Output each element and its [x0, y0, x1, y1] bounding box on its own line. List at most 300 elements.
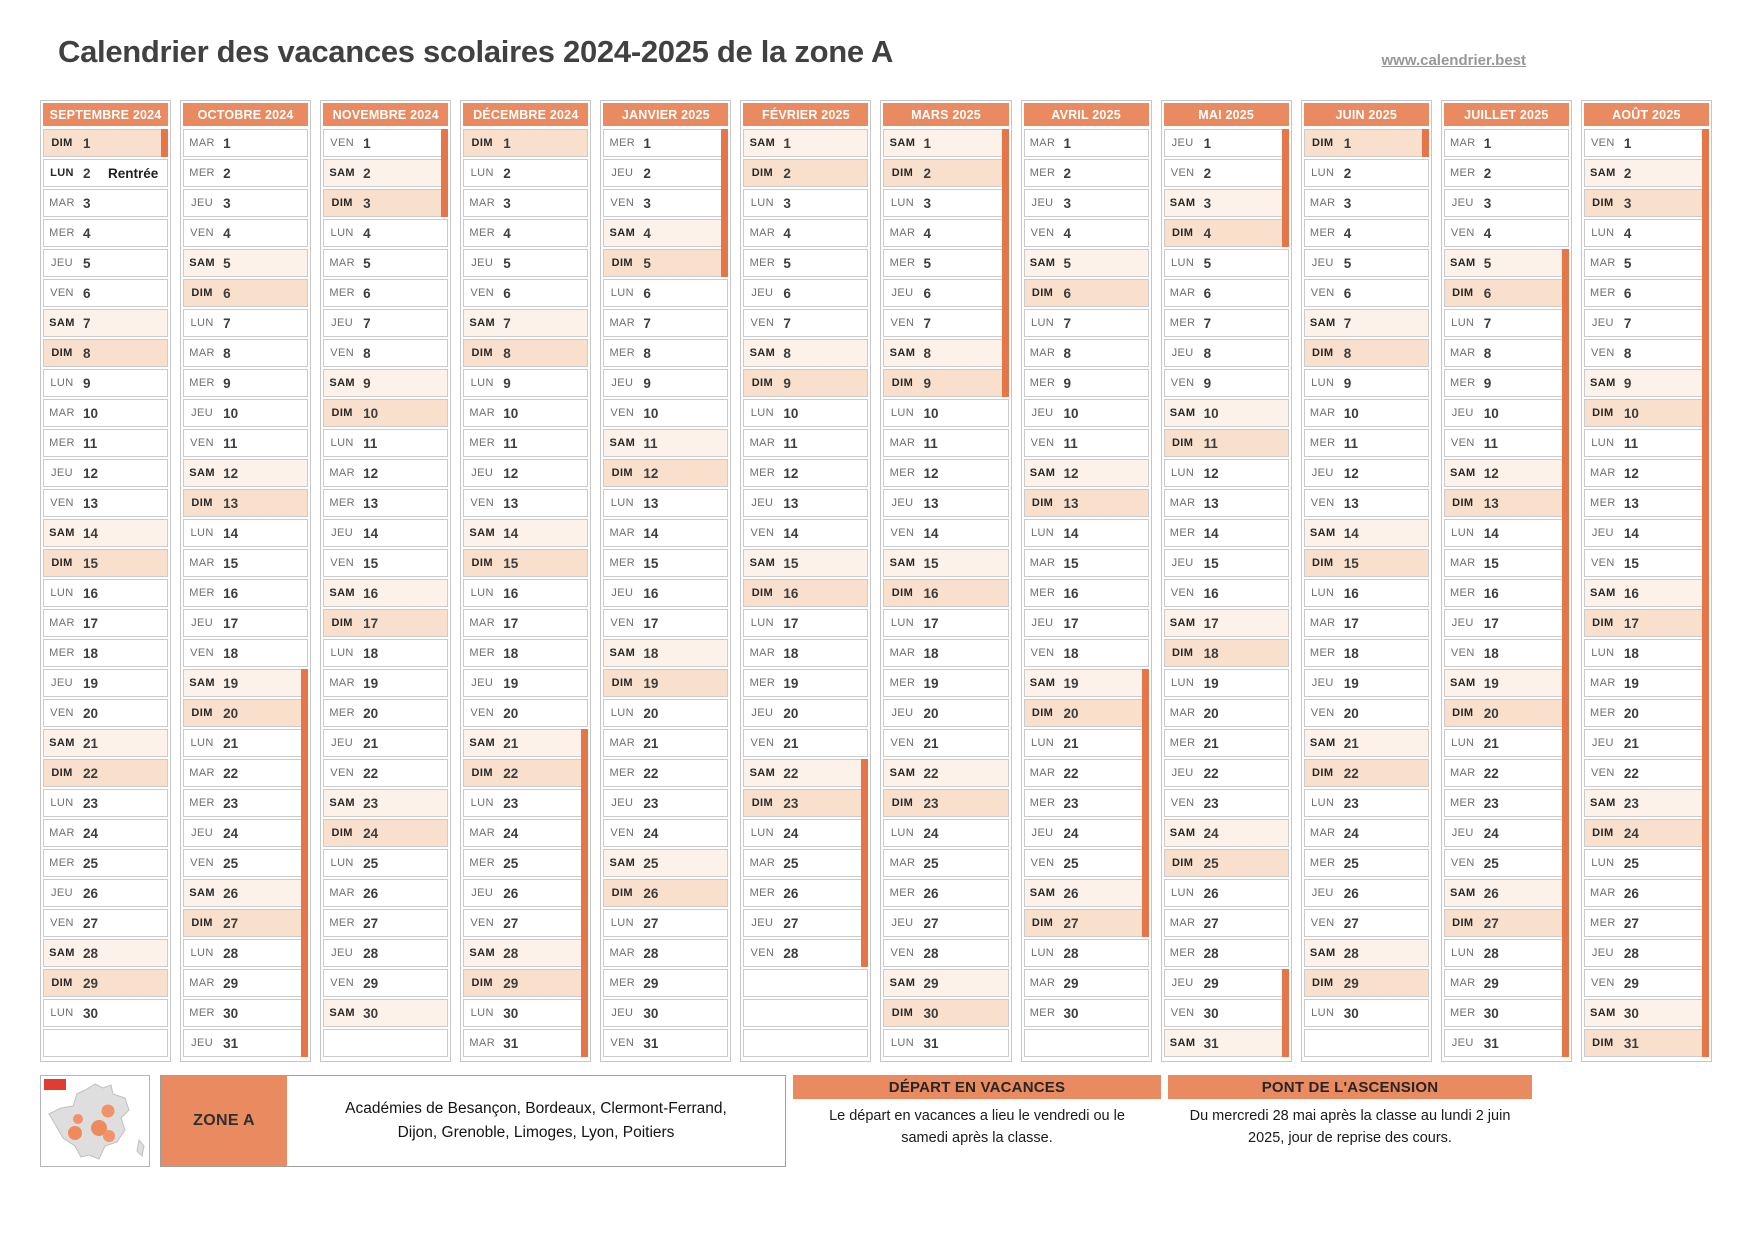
day-number: 7: [1343, 315, 1352, 331]
day-number: 11: [223, 435, 238, 451]
day-number: 2: [923, 165, 931, 181]
day-cell: [883, 849, 1008, 877]
day-abbrev: VEN: [470, 497, 495, 509]
day-abbrev: MAR: [1590, 257, 1616, 269]
day-abbrev: MER: [749, 677, 776, 689]
day-number: 23: [1203, 795, 1219, 811]
day-abbrev: SAM: [1590, 167, 1616, 179]
day-cell: [743, 1029, 868, 1057]
day-cell: [743, 519, 868, 547]
day-abbrev: SAM: [469, 527, 496, 539]
day-cell: [743, 729, 868, 757]
day-cell: [463, 459, 588, 487]
day-number: 6: [363, 285, 371, 301]
month-header: MARS 2025: [883, 103, 1008, 126]
day-number: 12: [1623, 465, 1639, 481]
day-number: 3: [1203, 195, 1212, 211]
day-cell: [43, 759, 168, 787]
day-abbrev: JEU: [331, 527, 354, 539]
day-cell: [1164, 699, 1289, 727]
day-number: 2: [503, 165, 511, 181]
day-cell: [1024, 849, 1149, 877]
day-cell: [603, 309, 728, 337]
day-abbrev: MER: [1029, 1007, 1056, 1019]
day-cell: [883, 549, 1008, 577]
day-abbrev: VEN: [1170, 377, 1195, 389]
day-abbrev: MER: [189, 797, 215, 809]
day-cell: [603, 249, 728, 277]
day-cell: [743, 129, 868, 157]
day-cell: [463, 729, 588, 757]
day-number: 17: [223, 615, 239, 631]
month-column-novembre-2024: [320, 100, 451, 1062]
day-number: 5: [1483, 255, 1492, 271]
day-number: 10: [83, 405, 99, 421]
day-number: 6: [783, 285, 791, 301]
day-abbrev: VEN: [50, 917, 74, 929]
day-cell: [1164, 159, 1289, 187]
day-number: 2: [643, 165, 651, 181]
day-cell: [1304, 279, 1429, 307]
day-number: 3: [1483, 195, 1492, 211]
day-cell: [1024, 1029, 1149, 1057]
day-abbrev: MAR: [1029, 137, 1056, 149]
day-number: 21: [1623, 735, 1639, 751]
day-number: 7: [83, 315, 91, 331]
day-cell: [883, 459, 1008, 487]
day-cell: [883, 789, 1008, 817]
day-cell: [743, 189, 868, 217]
day-number: 27: [783, 915, 799, 931]
day-cell: [603, 849, 728, 877]
day-cell: [1584, 639, 1709, 667]
day-number: 8: [363, 345, 371, 361]
day-number: 14: [1623, 525, 1639, 541]
day-abbrev: VEN: [330, 347, 355, 359]
day-abbrev: SAM: [889, 137, 916, 149]
day-cell: [183, 159, 308, 187]
day-cell: [883, 729, 1008, 757]
day-number: 12: [1483, 465, 1499, 481]
day-number: 15: [1063, 555, 1079, 571]
day-cell: [463, 759, 588, 787]
day-number: 7: [363, 315, 371, 331]
day-abbrev: JEU: [1031, 407, 1054, 419]
day-number: 15: [83, 555, 99, 571]
month-rows: [183, 129, 308, 1057]
day-cell: [743, 309, 868, 337]
day-number: 22: [783, 765, 799, 781]
month-header: AOÛT 2025: [1584, 103, 1709, 126]
day-cell: [603, 369, 728, 397]
day-cell: [323, 699, 448, 727]
website-link[interactable]: www.calendrier.best: [1381, 52, 1526, 69]
day-number: 7: [783, 315, 791, 331]
day-cell: [463, 159, 588, 187]
day-number: 27: [643, 915, 659, 931]
day-abbrev: MAR: [329, 887, 355, 899]
day-abbrev: SAM: [889, 347, 916, 359]
day-cell: [1164, 399, 1289, 427]
day-cell: [183, 129, 308, 157]
day-abbrev: DIM: [1592, 407, 1614, 419]
day-number: 13: [363, 495, 379, 511]
day-cell: [743, 579, 868, 607]
day-abbrev: MAR: [1449, 137, 1476, 149]
day-abbrev: VEN: [890, 317, 915, 329]
day-number: 5: [503, 255, 511, 271]
day-number: 18: [1063, 645, 1079, 661]
day-cell: [323, 429, 448, 457]
day-cell: [1164, 819, 1289, 847]
day-abbrev: SAM: [329, 587, 355, 599]
day-number: 20: [1343, 705, 1359, 721]
day-number: 23: [223, 795, 239, 811]
day-abbrev: LUN: [330, 227, 354, 239]
day-cell: [43, 699, 168, 727]
day-cell: [183, 309, 308, 337]
day-abbrev: LUN: [1171, 467, 1195, 479]
day-number: 16: [1623, 585, 1639, 601]
day-number: 29: [923, 975, 939, 991]
day-cell: [1584, 219, 1709, 247]
day-abbrev: MER: [609, 977, 636, 989]
day-cell: [183, 399, 308, 427]
day-cell: [1164, 249, 1289, 277]
day-abbrev: JEU: [471, 677, 494, 689]
day-cell: [1024, 639, 1149, 667]
day-abbrev: MER: [609, 767, 636, 779]
day-number: 31: [1483, 1035, 1499, 1051]
day-number: 28: [923, 945, 939, 961]
day-number: 22: [1063, 765, 1079, 781]
day-cell: [43, 339, 168, 367]
day-cell: [883, 819, 1008, 847]
day-abbrev: VEN: [470, 917, 495, 929]
day-abbrev: SAM: [469, 947, 496, 959]
day-abbrev: DIM: [1171, 647, 1194, 659]
vacation-bar: [1702, 129, 1709, 1057]
day-abbrev: LUN: [50, 167, 74, 179]
day-cell: [183, 639, 308, 667]
day-abbrev: DIM: [191, 917, 213, 929]
day-cell: [1444, 519, 1569, 547]
day-cell: [43, 849, 168, 877]
day-abbrev: MER: [889, 467, 916, 479]
day-number: 12: [503, 465, 519, 481]
day-abbrev: JEU: [611, 167, 634, 179]
day-number: 23: [1483, 795, 1499, 811]
day-abbrev: MER: [889, 257, 916, 269]
day-number: 17: [643, 615, 659, 631]
month-header: DÉCEMBRE 2024: [463, 103, 588, 126]
day-cell: [1024, 369, 1149, 397]
day-cell: [43, 459, 168, 487]
day-abbrev: MAR: [1309, 197, 1336, 209]
day-abbrev: SAM: [49, 527, 75, 539]
day-abbrev: MER: [1449, 587, 1476, 599]
day-abbrev: LUN: [330, 437, 354, 449]
day-abbrev: JEU: [1451, 197, 1474, 209]
day-abbrev: LUN: [1030, 737, 1055, 749]
day-cell: [603, 399, 728, 427]
day-abbrev: MAR: [749, 647, 776, 659]
day-abbrev: SAM: [49, 737, 75, 749]
day-abbrev: JEU: [1171, 977, 1194, 989]
day-abbrev: DIM: [1171, 437, 1194, 449]
day-number: 5: [783, 255, 791, 271]
depart-text: Le départ en vacances a lieu le vendredi ou le samedi après la classe.: [829, 1108, 1125, 1146]
day-cell: [1444, 219, 1569, 247]
day-abbrev: SAM: [1169, 407, 1196, 419]
day-abbrev: VEN: [1450, 857, 1475, 869]
day-number: 30: [363, 1005, 379, 1021]
day-cell: [1164, 459, 1289, 487]
day-abbrev: MER: [329, 707, 355, 719]
map-logo: [44, 1079, 66, 1090]
day-number: 23: [83, 795, 99, 811]
day-number: 30: [503, 1005, 519, 1021]
day-abbrev: JEU: [751, 287, 774, 299]
day-abbrev: MER: [49, 437, 75, 449]
day-abbrev: SAM: [1169, 617, 1196, 629]
day-abbrev: DIM: [1592, 827, 1614, 839]
day-abbrev: JEU: [1591, 947, 1614, 959]
day-abbrev: LUN: [190, 947, 214, 959]
day-abbrev: JEU: [191, 1037, 214, 1049]
day-cell: [1164, 549, 1289, 577]
day-number: 4: [1063, 225, 1072, 241]
day-cell: [463, 819, 588, 847]
day-number: 22: [1483, 765, 1499, 781]
day-abbrev: LUN: [1171, 887, 1195, 899]
day-number: 3: [1623, 195, 1632, 211]
day-cell: [883, 939, 1008, 967]
day-number: 9: [1063, 375, 1072, 391]
day-abbrev: LUN: [890, 617, 915, 629]
day-abbrev: JEU: [611, 1007, 634, 1019]
day-abbrev: DIM: [331, 827, 353, 839]
day-abbrev: LUN: [190, 317, 214, 329]
day-number: 14: [363, 525, 379, 541]
day-number: 9: [503, 375, 511, 391]
day-cell: [883, 699, 1008, 727]
day-cell: [183, 339, 308, 367]
day-abbrev: VEN: [1590, 977, 1615, 989]
day-abbrev: LUN: [750, 407, 774, 419]
day-cell: [1584, 1029, 1709, 1057]
day-cell: [463, 549, 588, 577]
month-header: AVRIL 2025: [1024, 103, 1149, 126]
day-cell: [463, 129, 588, 157]
day-abbrev: VEN: [890, 737, 915, 749]
day-cell: [1304, 399, 1429, 427]
day-abbrev: LUN: [470, 377, 494, 389]
day-cell: [43, 519, 168, 547]
day-abbrev: JEU: [191, 407, 214, 419]
day-cell: [1584, 819, 1709, 847]
day-cell: [1584, 879, 1709, 907]
day-cell: [743, 849, 868, 877]
month-rows: [1584, 129, 1709, 1057]
day-cell: [323, 639, 448, 667]
day-cell: [883, 279, 1008, 307]
day-abbrev: LUN: [50, 587, 74, 599]
day-cell: [1304, 789, 1429, 817]
day-abbrev: JEU: [51, 677, 73, 689]
day-abbrev: VEN: [330, 137, 355, 149]
day-abbrev: MER: [1590, 287, 1616, 299]
day-abbrev: JEU: [1311, 467, 1334, 479]
day-abbrev: JEU: [471, 257, 494, 269]
day-cell: [1164, 639, 1289, 667]
day-abbrev: MAR: [49, 407, 75, 419]
day-cell: [1444, 129, 1569, 157]
day-number: 11: [1343, 435, 1358, 451]
zone-a-region-bordeaux-limoges: [68, 1126, 82, 1140]
academies-text: Académies de Besançon, Bordeaux, Clermont-Ferrand, Dijon, Grenoble, Limoges, Lyon, Poitiers: [345, 1099, 727, 1141]
day-cell: [323, 249, 448, 277]
day-number: 8: [1623, 345, 1632, 361]
day-number: 13: [923, 495, 939, 511]
day-cell: [1444, 999, 1569, 1027]
day-cell: [883, 909, 1008, 937]
day-number: 22: [223, 765, 239, 781]
day-cell: [1584, 909, 1709, 937]
zone-info-box: [160, 1075, 786, 1167]
day-cell: [43, 189, 168, 217]
day-number: 26: [643, 885, 659, 901]
day-number: 13: [503, 495, 519, 511]
day-number: 16: [363, 585, 379, 601]
day-abbrev: MER: [1449, 797, 1476, 809]
day-cell: [1304, 759, 1429, 787]
day-number: 28: [503, 945, 519, 961]
day-abbrev: SAM: [1590, 587, 1616, 599]
day-cell: [1024, 489, 1149, 517]
day-cell: [883, 969, 1008, 997]
day-abbrev: LUN: [1451, 947, 1475, 959]
day-cell: [1024, 699, 1149, 727]
day-abbrev: SAM: [329, 1007, 355, 1019]
day-abbrev: JEU: [751, 497, 774, 509]
day-cell: [1024, 999, 1149, 1027]
day-cell: [743, 819, 868, 847]
day-cell: [43, 939, 168, 967]
day-abbrev: SAM: [1029, 677, 1056, 689]
day-number: 26: [1203, 885, 1219, 901]
day-number: 24: [223, 825, 239, 841]
day-abbrev: MAR: [1169, 917, 1196, 929]
day-cell: [1024, 459, 1149, 487]
day-abbrev: DIM: [1312, 557, 1334, 569]
day-number: 7: [923, 315, 931, 331]
day-number: 14: [1063, 525, 1079, 541]
day-number: 6: [1343, 285, 1352, 301]
day-cell: [183, 669, 308, 697]
day-cell: [743, 969, 868, 997]
day-abbrev: LUN: [1311, 587, 1335, 599]
day-number: 3: [83, 195, 91, 211]
day-number: 18: [783, 645, 799, 661]
day-abbrev: VEN: [1590, 137, 1615, 149]
vacation-bar: [441, 129, 448, 217]
day-number: 13: [783, 495, 799, 511]
day-cell: [1584, 849, 1709, 877]
day-abbrev: MER: [889, 887, 916, 899]
day-abbrev: DIM: [1592, 617, 1614, 629]
day-abbrev: VEN: [890, 527, 915, 539]
day-number: 25: [223, 855, 239, 871]
day-abbrev: MER: [329, 497, 355, 509]
day-number: 24: [83, 825, 99, 841]
day-number: 11: [1063, 435, 1078, 451]
day-abbrev: VEN: [1170, 1007, 1195, 1019]
vacation-bar: [1142, 669, 1149, 937]
day-cell: [1024, 129, 1149, 157]
day-number: 11: [503, 435, 518, 451]
day-abbrev: VEN: [1450, 227, 1475, 239]
day-number: 4: [783, 225, 791, 241]
day-number: 3: [923, 195, 931, 211]
day-cell: [183, 249, 308, 277]
day-abbrev: JEU: [1171, 767, 1194, 779]
day-abbrev: DIM: [1312, 137, 1334, 149]
day-cell: [1444, 249, 1569, 277]
day-cell: [323, 129, 448, 157]
day-abbrev: SAM: [189, 467, 215, 479]
day-abbrev: JEU: [891, 917, 914, 929]
day-number: 13: [1623, 495, 1639, 511]
day-number: 2: [363, 165, 371, 181]
day-number: 25: [1623, 855, 1639, 871]
day-number: 24: [503, 825, 519, 841]
day-abbrev: MER: [1590, 707, 1616, 719]
month-header: OCTOBRE 2024: [183, 103, 308, 126]
day-number: 16: [643, 585, 659, 601]
day-number: 23: [1623, 795, 1639, 811]
day-number: 24: [363, 825, 379, 841]
day-number: 11: [1203, 435, 1218, 451]
day-abbrev: MER: [189, 167, 215, 179]
day-number: 27: [1483, 915, 1499, 931]
day-abbrev: VEN: [610, 617, 635, 629]
day-abbrev: MER: [1029, 167, 1056, 179]
day-number: 13: [1203, 495, 1219, 511]
day-cell: [183, 459, 308, 487]
day-cell: [1444, 579, 1569, 607]
day-cell: [603, 969, 728, 997]
day-abbrev: MAR: [469, 827, 496, 839]
day-abbrev: SAM: [329, 167, 355, 179]
month-header: JUILLET 2025: [1444, 103, 1569, 126]
day-number: 1: [363, 135, 371, 151]
day-number: 26: [783, 885, 799, 901]
day-number: 19: [1203, 675, 1219, 691]
day-abbrev: DIM: [611, 467, 633, 479]
day-abbrev: VEN: [50, 707, 74, 719]
month-header: JANVIER 2025: [603, 103, 728, 126]
day-number: 5: [83, 255, 91, 271]
day-number: 11: [643, 435, 658, 451]
day-number: 15: [1623, 555, 1639, 571]
day-abbrev: JEU: [1451, 827, 1474, 839]
day-abbrev: SAM: [1309, 737, 1336, 749]
day-cell: [43, 219, 168, 247]
day-cell: [323, 219, 448, 247]
day-number: 20: [1623, 705, 1639, 721]
day-cell: [1584, 459, 1709, 487]
